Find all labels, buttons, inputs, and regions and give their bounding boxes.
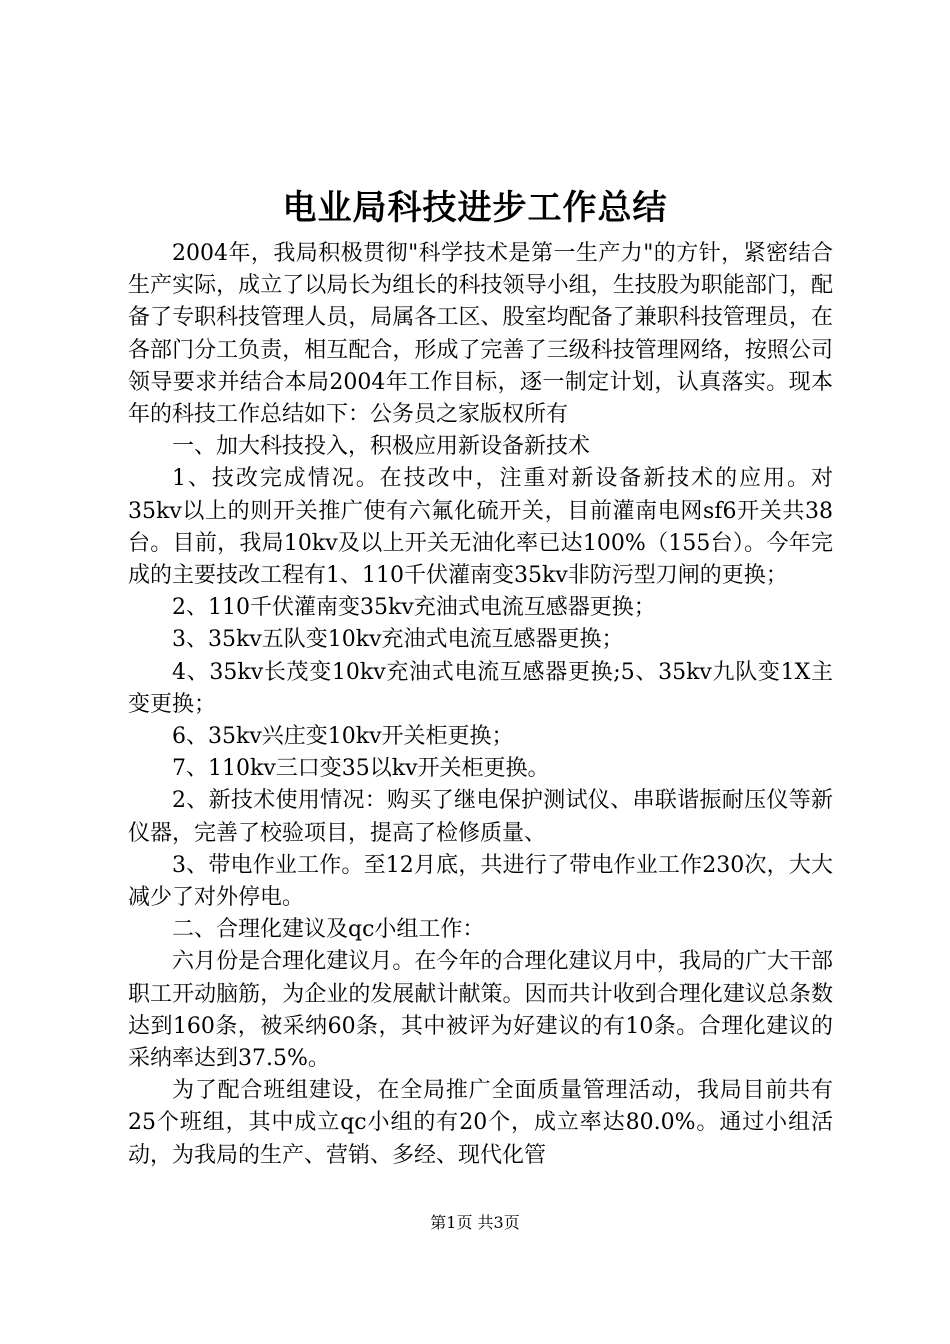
- paragraph: 1、技改完成情况。在技改中，注重对新设备新技术的应用。对35kv以上的则开关推广使有六氟化硫开关，目前灌南电网sf6开关共38台。目前，我局10kv及以上开关无油化率已达100%（155台）。今年完成的主要技改工程有1、110千伏灌南变35kv非防污型刀闸的更换；: [128, 466, 833, 589]
- paragraph: 3、35kv五队变10kv充油式电流互感器更换；: [172, 627, 624, 653]
- paragraph: 2004年，我局积极贯彻"科学技术是第一生产力"的方针，紧密结合生产实际，成立了以局长为组长的科技领导小组，生技股为职能部门，配备了专职科技管理人员，局属各工区、股室均配备了兼职科技管理员，在各部门分工负责，相互配合，形成了完善了三级科技管理网络，按照公司领导要求并结合本局2004年工作目标，逐一制定计划，认真落实。现本年的科技工作总结如下：公务员之家版权所有: [128, 241, 833, 428]
- paragraph: 3、带电作业工作。至12月底，共进行了带电作业工作230次，大大减少了对外停电。: [128, 852, 834, 911]
- section-heading: 一、加大科技投入，积极应用新设备新技术: [172, 434, 591, 460]
- paragraph: 2、新技术使用情况：购买了继电保护测试仪、串联谐振耐压仪等新仪器，完善了校验项目，提高了检修质量、: [128, 788, 833, 846]
- paragraph: 为了配合班组建设，在全局推广全面质量管理活动，我局目前共有25个班组，其中成立qc小组的有20个，成立率达80.0%。通过小组活动，为我局的生产、营销、多经、现代化管: [128, 1078, 833, 1168]
- document-body: [128, 238, 833, 1172]
- paragraph: 2、110千伏灌南变35kv充油式电流互感器更换；: [172, 595, 656, 621]
- paragraph: 7、110kv三口变35以kv开关柜更换。: [172, 756, 550, 782]
- page-footer: 第1页 共3页: [430, 1213, 520, 1232]
- document-title: 电业局科技进步工作总结: [282, 188, 668, 228]
- paragraph: 6、35kv兴庄变10kv开关柜更换；: [172, 724, 514, 750]
- section-heading: 二、合理化建议及qc小组工作：: [172, 917, 485, 943]
- paragraph: 六月份是合理化建议月。在今年的合理化建议月中，我局的广大干部职工开动脑筋，为企业的发展献计献策。因而共计收到合理化建议总条数达到160条，被采纳60条，其中被评为好建议的有10条。合理化建议的采纳率达到37.5%。: [128, 949, 833, 1072]
- paragraph: 4、35kv长茂变10kv充油式电流互感器更换;5、35kv九队变1X主变更换；: [128, 659, 833, 717]
